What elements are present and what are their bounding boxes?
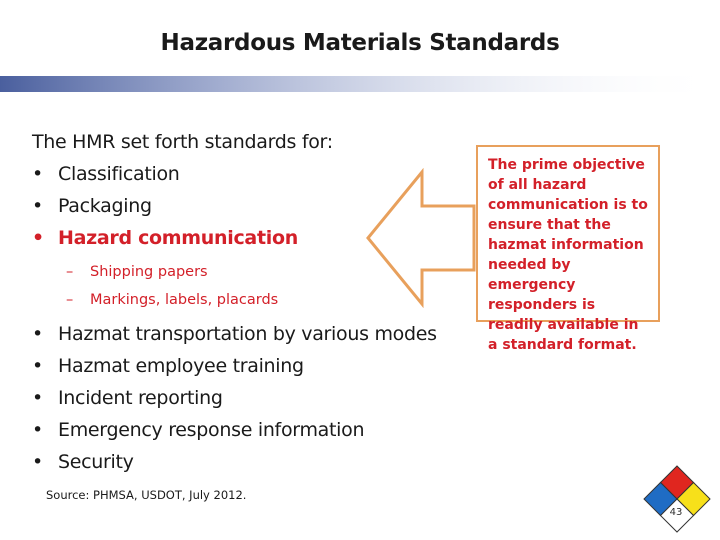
sub-list-item-label: Markings, labels, placards [90,292,279,308]
bullet-icon: • [32,451,43,473]
list-item [32,318,472,350]
nfpa-hazard-diamond-icon [640,464,714,538]
bullet-icon: • [32,323,43,345]
list-item-label: Classification [58,163,180,185]
bullet-icon: • [32,387,43,409]
list-item-label: Incident reporting [58,387,223,409]
list-item-label: Security [58,451,134,473]
bullet-list-bottom [32,318,472,478]
list-item [32,414,472,446]
dash-icon: – [66,292,74,308]
list-item-label: Packaging [58,195,152,217]
title-divider-band [0,76,720,92]
list-item-label: Hazmat employee training [58,355,304,377]
bullet-icon: • [32,195,43,217]
list-item-label: Hazmat transportation by various modes [58,323,437,345]
page-title: Hazardous Materials Standards [160,30,560,56]
list-item-label: Emergency response information [58,419,365,441]
bullet-icon: • [32,355,43,377]
list-item [32,350,472,382]
intro-text: The HMR set forth standards for: [32,131,333,153]
list-item [32,382,472,414]
sub-list-item-label: Shipping papers [90,264,208,280]
bullet-icon: • [32,419,43,441]
bullet-icon: • [32,163,43,185]
dash-icon: – [66,264,74,280]
left-arrow-outline-icon [366,168,478,308]
list-item-label: Hazard communication [58,227,298,249]
objective-callout: The prime objective of all hazard communication is to ensure that the hazmat information needed by emergency responders is readily available in a standard format. [476,145,660,322]
list-item [32,446,472,478]
page-number: 43 [669,507,683,518]
source-citation: Source: PHMSA, USDOT, July 2012. [46,488,247,502]
bullet-icon: • [32,227,44,249]
